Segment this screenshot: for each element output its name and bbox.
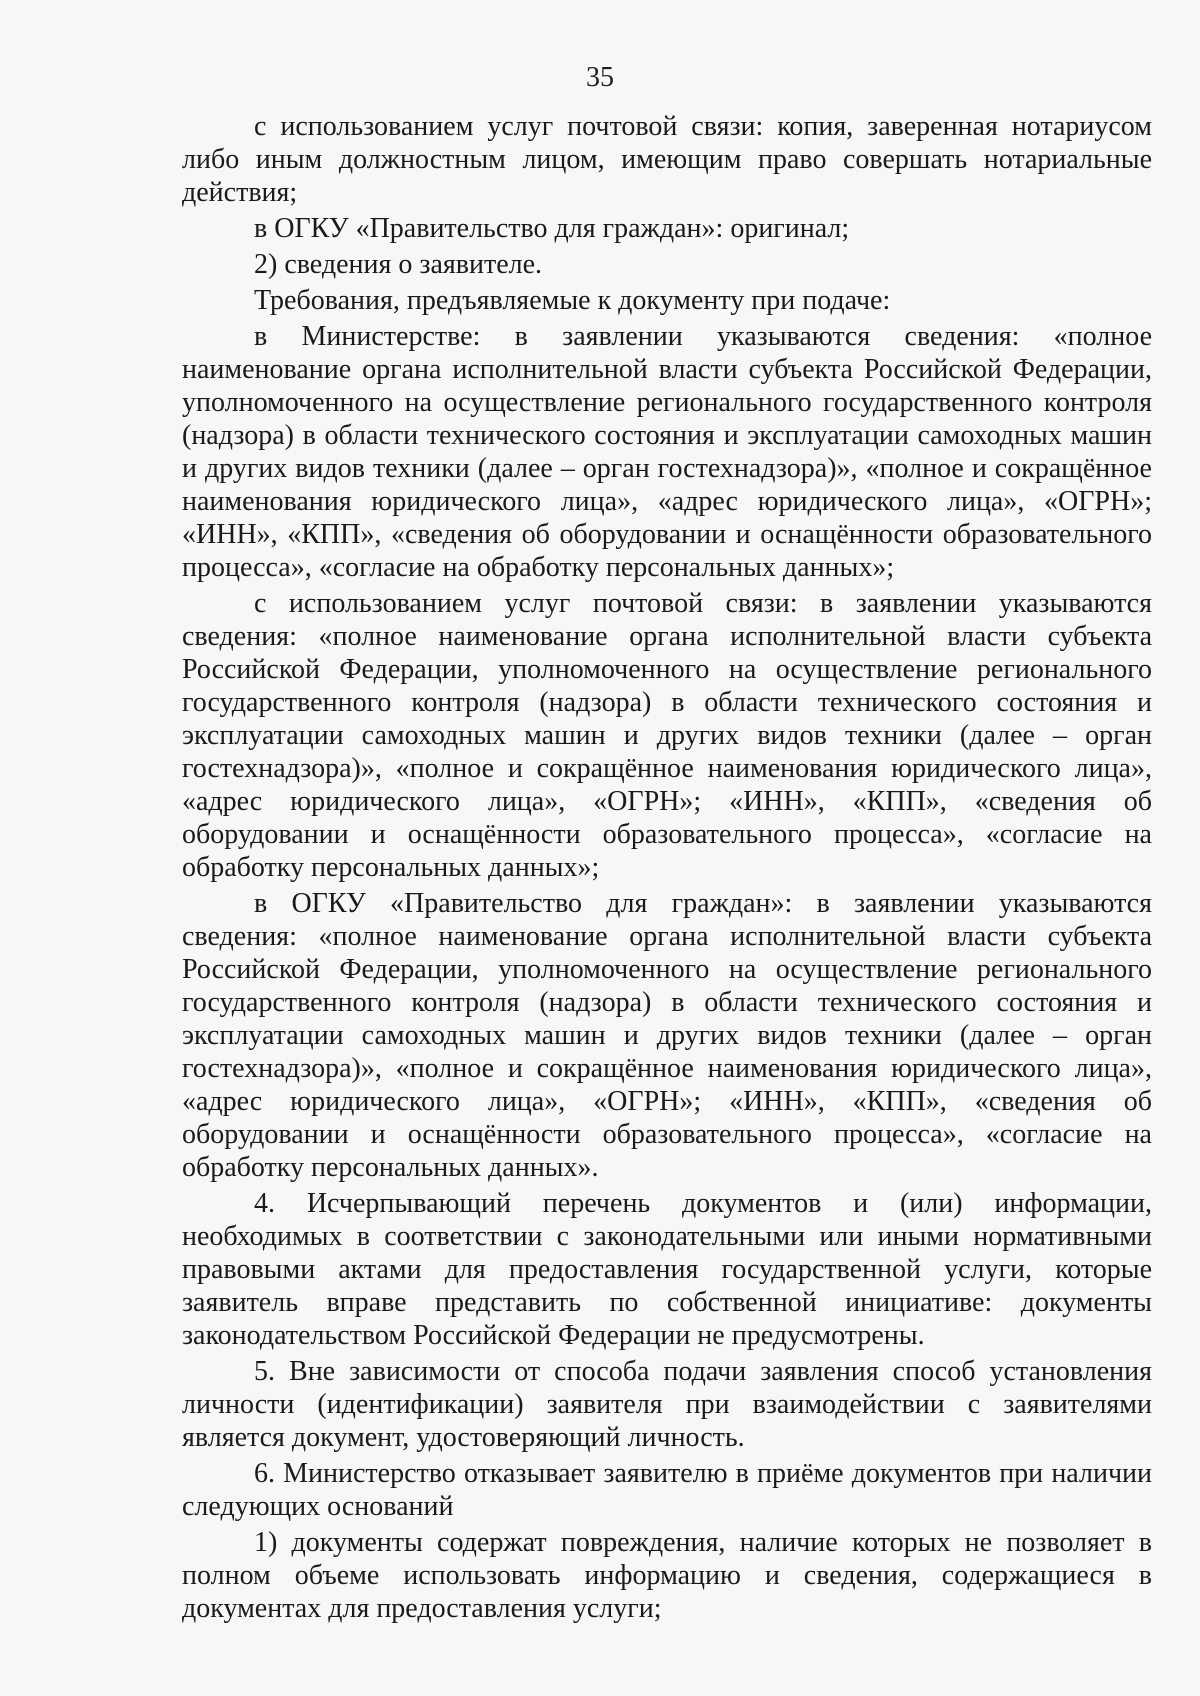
paragraph-item-6: 6. Министерство отказывает заявителю в приёме документов при наличии следующих оснований	[182, 1458, 1152, 1522]
paragraph-item-5: 5. Вне зависимости от способа подачи заявления способ установления личности (идентификации) заявителя при взаимодействии с заявителями является документ, удостоверяющий личность.	[182, 1356, 1152, 1453]
page-number: 35	[586, 62, 614, 93]
paragraph-item-6-1: 1) документы содержат повреждения, наличие которых не позволяет в полном объеме использовать информацию и сведения, содержащиеся в документах для предоставления услуги;	[182, 1527, 1152, 1624]
paragraph-postal-statement: с использованием услуг почтовой связи: в заявлении указываются сведения: «полное наименование органа исполнительной власти субъекта Российской Федерации, уполномоченного на осуществление регионального государственного контроля (надзора) в области технического состояния и эксплуатации самоходных машин и других видов техники (далее – орган гостехнадзора)», «полное и сокращённое наименования юридического лица», «адрес юридического лица», «ОГРН»; «ИНН», «КПП», «сведения об оборудовании и оснащённости образовательного процесса», «согласие на обработку персональных данных»;	[182, 588, 1152, 883]
paragraph-ministry-statement: в Министерстве: в заявлении указываются сведения: «полное наименование органа исполнительной власти субъекта Российской Федерации, уполномоченного на осуществление регионального государственного контроля (надзора) в области технического состояния и эксплуатации самоходных машин и других видов техники (далее – орган гостехнадзора)», «полное и сокращённое наименования юридического лица», «адрес юридического лица», «ОГРН»; «ИНН», «КПП», «сведения об оборудовании и оснащённости образовательного процесса», «согласие на обработку персональных данных»;	[182, 321, 1152, 583]
paragraph-ogku-statement: в ОГКУ «Правительство для граждан»: в заявлении указываются сведения: «полное наименование органа исполнительной власти субъекта Российской Федерации, уполномоченного на осуществление регионального государственного контроля (надзора) в области технического состояния и эксплуатации самоходных машин и других видов техники (далее – орган гостехнадзора)», «полное и сокращённое наименования юридического лица», «адрес юридического лица», «ОГРН»; «ИНН», «КПП», «сведения об оборудовании и оснащённости образовательного процесса», «согласие на обработку персональных данных».	[182, 888, 1152, 1183]
paragraph-applicant-info: 2) сведения о заявителе.	[254, 249, 543, 280]
paragraph-requirements-heading: Требования, предъявляемые к документу при подаче:	[254, 285, 891, 316]
paragraph-item-4: 4. Исчерпывающий перечень документов и (или) информации, необходимых в соответствии с законодательными или иными нормативными правовыми актами для предоставления государственной услуги, которые заявитель вправе представить по собственной инициативе: документы законодательством Российской Федерации не предусмотрены.	[182, 1188, 1152, 1351]
paragraph-postal-copy: с использованием услуг почтовой связи: копия, заверенная нотариусом либо иным должностным лицом, имеющим право совершать нотариальные действия;	[182, 111, 1152, 208]
paragraph-ogku-original: в ОГКУ «Правительство для граждан»: оригинал;	[254, 213, 850, 244]
document-body	[182, 110, 1152, 1625]
